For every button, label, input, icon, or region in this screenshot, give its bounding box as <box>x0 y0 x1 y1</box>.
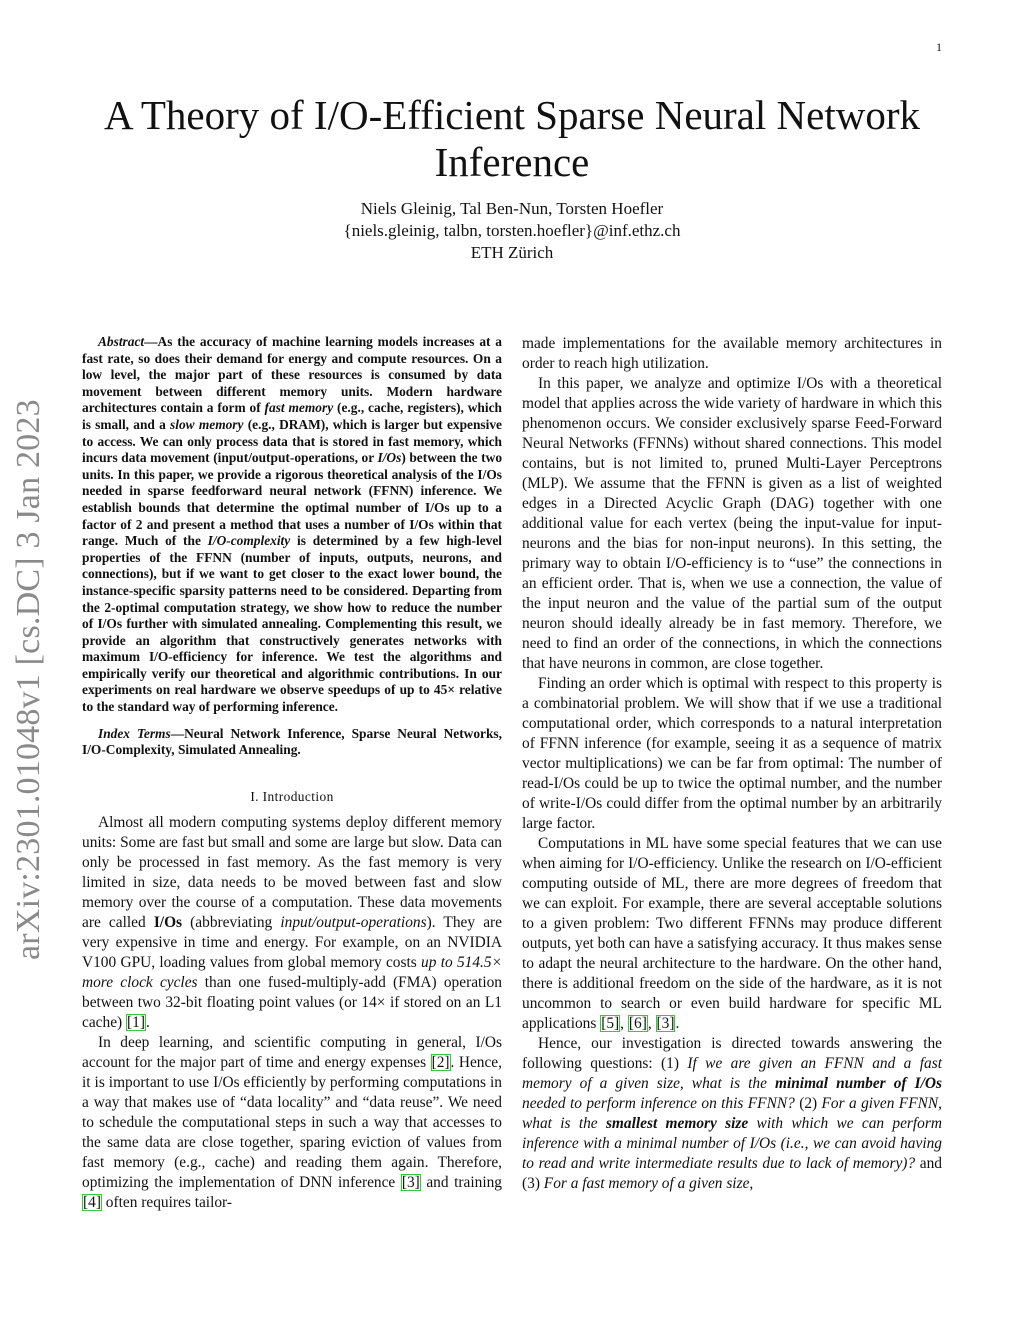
p7-question-2c: with which we can perform inference with a minimal number of I/Os (i.e., we can avoid having to read and write intermediate results due to lack of memory)? <box>522 1115 942 1172</box>
p1-text-a: Almost all modern computing systems deploy different memory units: Some are fast but small and some are large but slow. Data can only be processed in fast memory. As the fast memory is very limited in size, data needs to be moved between fast and slow memory over the course of a computation. These data movements are called <box>82 813 502 931</box>
abstract-emph-fast-memory: fast memory <box>264 400 334 416</box>
citation-link-2[interactable]: [2] <box>431 1053 450 1071</box>
abstract <box>82 334 502 716</box>
p1-text-c: (abbreviating <box>182 913 281 931</box>
p1-text-h: . <box>145 1013 150 1031</box>
left-column <box>82 334 502 1213</box>
p7-question-1-bold: minimal number of I/Os <box>774 1075 942 1092</box>
citation-link-6[interactable]: [6] <box>628 1015 647 1032</box>
author-emails: {niels.gleinig, talbn, torsten.hoefler}@inf.ethz.ch <box>343 221 681 240</box>
abstract-text-2: (e.g., cache, registers), which is small, and a <box>82 400 502 432</box>
right-column <box>522 334 942 1194</box>
p2-text-d: often requires tailor- <box>101 1193 232 1211</box>
abstract-text-3: (e.g., DRAM), which is larger but expensive to access. We can only process data that is stored in fast memory, which incurs data movement (input/output-operations, or <box>82 416 503 466</box>
p2-text-a: In deep learning, and scientific computing in general, I/Os account for the major part of time and energy expenses <box>82 1033 502 1071</box>
citation-link-3b[interactable]: [3] <box>656 1015 675 1032</box>
p6-text-a: Computations in ML have some special features that we can use when aiming for I/O-efficiency. Unlike the research on I/O-efficient computing outside of ML, there are more degrees of freedom that we can exploit. For example, there are several acceptable solutions to a given problem: Two different FFNNs may produce different outputs, yet both can have a satisfying accuracy. It thus makes sense to adapt the neural architecture to the hardware. On the other hand, there is additional freedom on the side of the hardware, as it is not uncommon to search or even build hardware for specific ML applications <box>522 835 942 1032</box>
abstract-label: Abstract <box>98 334 145 349</box>
index-terms-label: Index Terms <box>98 725 171 741</box>
citation-link-1[interactable]: [1] <box>127 1013 145 1031</box>
abstract-text-4: ) between the two units. In this paper, we provide a rigorous theoretical analysis of the I/Os needed in sparse feedforward neural network (FFNN) inference. We establish bounds that determine the optimal number of I/Os up to a factor of 2 and present a method that uses a number of I/Os within that range. Much of the <box>82 450 503 549</box>
p7-question-2a: For a given FFNN, what is the <box>522 1095 942 1132</box>
arxiv-identifier-stamp: arXiv:2301.01048v1 [cs.DC] 3 Jan 2023 <box>10 399 47 960</box>
abstract-emph-slow-memory: slow memory <box>170 416 244 432</box>
title-line-1: A Theory of I/O-Efficient Sparse Neural Network <box>104 92 920 138</box>
abstract-emph-ios: I/Os <box>377 450 402 466</box>
p1-emph-clock-cycles: up to 514.5× more clock cycles <box>82 953 502 991</box>
p7-text-b: (2) <box>794 1095 822 1112</box>
title-line-2: Inference <box>434 139 590 185</box>
citation-link-3[interactable]: [3] <box>401 1173 420 1191</box>
author-affiliation: ETH Zürich <box>470 243 554 262</box>
p7-question-2-bold: smallest memory size <box>605 1115 749 1132</box>
p1-text-g: than one fused-multiply-add (FMA) operation between two 32-bit floating point values (or 14× if stored on an L1 cache) <box>82 973 502 1031</box>
page-number: 1 <box>936 40 942 54</box>
citation-link-4[interactable]: [4] <box>83 1193 101 1211</box>
p1-emph-io-ops: input/output-operations <box>280 913 427 931</box>
p6-separator-2: , <box>647 1015 656 1032</box>
index-terms-text: —Neural Network Inference, Sparse Neural Networks, I/O-Complexity, Simulated Annealing. <box>82 725 502 758</box>
p2-text-c: and training <box>420 1173 502 1191</box>
p2-text-b: . Hence, it is important to use I/Os efficiently by performing computations in a way that makes use of “data locality” and “data reuse”. We need to schedule the computational steps in such a way that accesses to the same data are close together, sparing eviction of values from fast memory (e.g., cache) and reading them again. Therefore, optimizing the implementation of DNN inference <box>82 1053 502 1191</box>
intro-paragraph-1 <box>82 813 502 1033</box>
intro-paragraph-6 <box>522 834 942 1034</box>
abstract-text-5: is determined by a few high-level properties of the FFNN (number of inputs, outputs, neurons, and connections), but if we want to get closer to the exact lower bound, the instance-specific sparsity patterns need to be considered. Departing from the 2-optimal computation strategy, we show how to reduce the number of I/Os further with simulated annealing. Complementing this result, we provide an algorithm that constructively generates networks with maximum I/O-efficiency for inference. We test the algorithms and empirically verify our theoretical and algorithmic contributions. In our experiments on real hardware we observe speedups of up to 45× relative to the standard way of performing inference. <box>82 533 502 715</box>
intro-paragraph-5: Finding an order which is optimal with respect to this property is a combinatorial problem. We will show that if we use a traditional computational order, which corresponds to a natural interpretation of FFNN inference (for example, seeing it as a sequence of matrix vector multiplications) we can be far from optimal: The number of read-I/Os could be up to twice the optimal number, and the number of write-I/Os could differ from the optimal number by an arbitrarily large factor. <box>522 675 942 832</box>
intro-paragraph-2 <box>82 1033 502 1213</box>
intro-paragraph-3: made implementations for the available memory architectures in order to reach high utilization. <box>522 335 942 372</box>
paper-title <box>60 92 964 186</box>
p7-text-c: and (3) <box>522 1155 942 1192</box>
section-heading-introduction: I. Introduction <box>250 788 334 804</box>
abstract-text-1: —As the accuracy of machine learning models increases at a fast rate, so does their demand for energy and compute resources. On a low level, the major part of these resources is consumed by data movement between different memory units. Modern hardware architectures contain a form of <box>82 334 502 416</box>
p7-question-3a: For a fast memory of a given size, <box>543 1175 754 1192</box>
author-names: Niels Gleinig, Tal Ben-Nun, Torsten Hoefler <box>360 199 664 218</box>
p1-text-e: ). They are very expensive in time and energy. For example, on an NVIDIA V100 GPU, loading values from global memory costs <box>82 913 502 971</box>
citation-link-5[interactable]: [5] <box>601 1015 620 1032</box>
p1-bold-ios: I/Os <box>153 913 183 931</box>
p7-question-1c: needed to perform inference on this FFNN? <box>522 1095 795 1112</box>
intro-paragraph-4: In this paper, we analyze and optimize I/Os with a theoretical model that applies across the wide variety of hardware in which this phenomenon occurs. We consider exclusively sparse Feed-Forward Neural Networks (FFNNs) without shared connections. This model contains, but is not limited to, pruned Multi-Layer Perceptrons (MLP). We assume that the FFNN is given as a list of weighted edges in a Directed Acyclic Graph (DAG) together with one additional value for each vertex (being the input-value for input-neurons and the bias for non-input neurons). In this setting, the primary way to obtain I/O-efficiency is to “use” the connections in an efficient order. That is, when we use a connection, the value of the input neuron and the value of the partial sum of the output neuron should ideally already be in fast memory. Therefore, we need to find an order of the connections, in which the connections that have neurons in common, are close together. <box>522 375 942 672</box>
p6-text-b: . <box>675 1015 680 1032</box>
index-terms <box>82 726 502 759</box>
author-block <box>200 198 824 264</box>
abstract-emph-io-complexity: I/O-complexity <box>207 533 291 549</box>
p7-text-a: Hence, our investigation is directed towards answering the following questions: (1) <box>522 1035 942 1072</box>
p7-question-1a: If we are given an FFNN and a fast memory of a given size, what is the <box>522 1055 943 1092</box>
intro-paragraph-7 <box>522 1034 942 1194</box>
p6-separator-1: , <box>620 1015 628 1032</box>
